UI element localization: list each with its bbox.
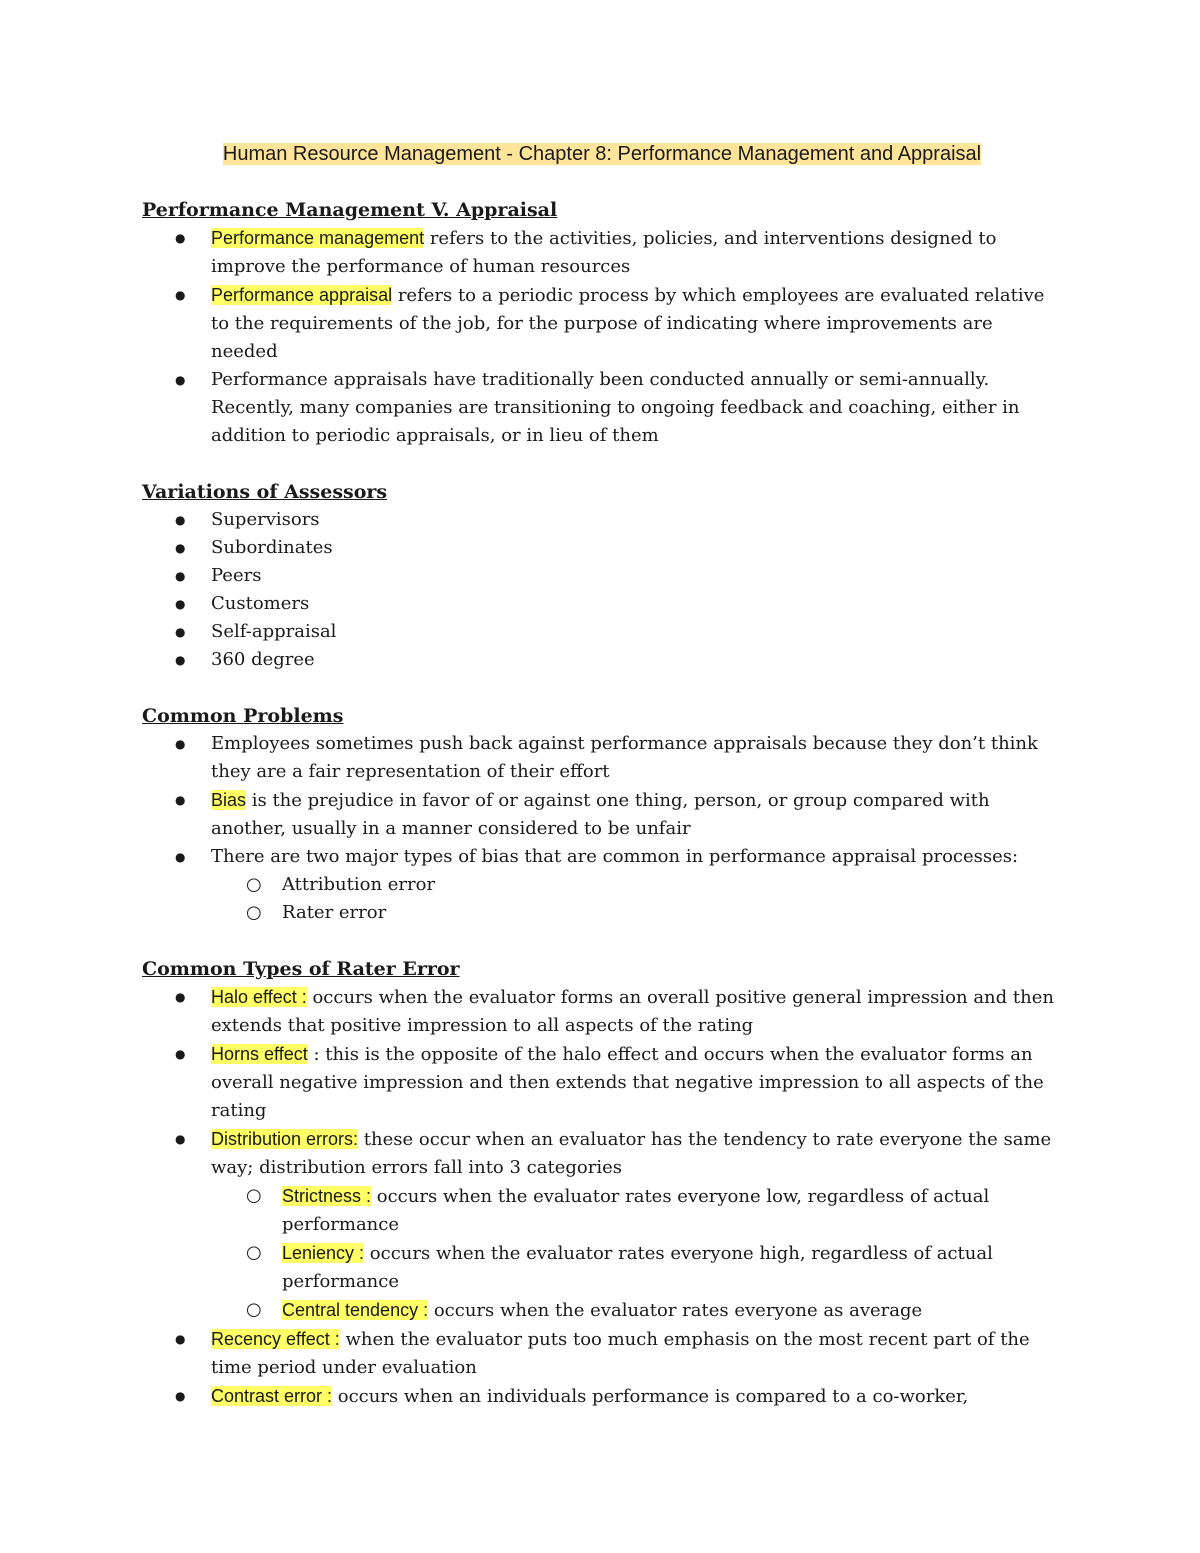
sub-list-item [211,1296,1062,1325]
highlighted-term: Central tendency : [282,1300,429,1320]
item-text: Employees sometimes push back against performance appraisals because they don’t think they are a fair representation of their effort [211,733,1038,782]
document-title [142,140,1062,168]
document-page [142,140,1062,1439]
item-text: Attribution error [282,874,436,895]
list-item [142,618,1062,646]
item-text: is the prejudice in favor of or against one thing, person, or group compared with another, usually in a manner considered to be unfair [211,790,990,839]
list-item [142,1382,1062,1411]
item-text: occurs when the evaluator rates everyone as average [428,1300,923,1321]
list-item [142,1125,1062,1325]
highlighted-term: Recency effect : [211,1329,340,1349]
list-item [142,786,1062,843]
item-text: refers to the activities, policies, and interventions designed to improve the performance of human resources [211,228,997,277]
list-item [142,730,1062,786]
sub-list-item [211,899,1062,927]
section-heading: Performance Management V. Appraisal [142,199,558,221]
list-item [142,646,1062,674]
document-title-text: Human Resource Management - Chapter 8: Performance Management and Appraisal [222,143,982,165]
section-heading: Common Problems [142,705,344,727]
bullet-list [142,730,1062,927]
list-item [142,590,1062,618]
item-text: Customers [211,593,310,614]
list-item [142,1325,1062,1382]
highlighted-term: Bias [211,790,247,810]
item-text: Self-appraisal [211,621,337,642]
item-text: : this is the opposite of the halo effect and occurs when the evaluator forms an overall negative impression and then extends that negative impression to all aspects of the rating [211,1044,1044,1121]
list-item [142,366,1062,450]
list-item [142,1040,1062,1125]
section-performance-management-vs-appraisal [142,196,1062,450]
highlighted-term: Performance appraisal [211,285,393,305]
item-text: occurs when the evaluator rates everyone high, regardless of actual performance [282,1243,993,1292]
item-text: occurs when the evaluator rates everyone low, regardless of actual performance [282,1186,990,1235]
highlighted-term: Halo effect : [211,987,307,1007]
item-text: Subordinates [211,537,333,558]
highlighted-term: Performance management [211,228,425,248]
list-item [142,506,1062,534]
bullet-list [142,224,1062,450]
item-text: Supervisors [211,509,320,530]
section-variations-of-assessors [142,478,1062,674]
highlighted-term: Contrast error : [211,1386,333,1406]
item-text: Performance appraisals have traditionally been conducted annually or semi-annually. Recently, many companies are transitioning to ongoing feedback and coaching, either in addition to periodic appraisals, or in lieu of them [211,369,1020,446]
item-text: Rater error [282,902,387,923]
item-text: when the evaluator puts too much emphasis on the most recent part of the time period under evaluation [211,1329,1030,1378]
list-item [142,224,1062,281]
sub-list-item [211,1182,1062,1239]
highlighted-term: Horns effect [211,1044,308,1064]
highlighted-term: Leniency : [282,1243,365,1263]
section-heading: Variations of Assessors [142,481,388,503]
list-item [142,281,1062,366]
bullet-list [142,983,1062,1411]
highlighted-term: Distribution errors: [211,1129,359,1149]
sub-list-item [211,871,1062,899]
item-text: refers to a periodic process by which employees are evaluated relative to the requirements of the job, for the purpose of indicating where improvements are needed [211,285,1045,362]
item-text: occurs when the evaluator forms an overall positive general impression and then extends that positive impression to all aspects of the rating [211,987,1054,1036]
section-heading: Common Types of Rater Error [142,958,460,980]
list-item [142,562,1062,590]
list-item [142,534,1062,562]
list-item [142,843,1062,927]
item-text: 360 degree [211,649,315,670]
bullet-list [142,506,1062,674]
item-text: these occur when an evaluator has the tendency to rate everyone the same way; distribution errors fall into 3 categories [211,1129,1052,1178]
item-text: There are two major types of bias that are common in performance appraisal processes: [211,846,1019,867]
item-text: occurs when an individuals performance is compared to a co-worker, [332,1386,969,1407]
highlighted-term: Strictness : [282,1186,372,1206]
item-text: Peers [211,565,262,586]
sub-list [280,1182,1062,1325]
section-common-types-of-rater-error [142,955,1062,1411]
sub-list [280,871,1062,927]
section-common-problems [142,702,1062,927]
sub-list-item [211,1239,1062,1296]
list-item [142,983,1062,1040]
